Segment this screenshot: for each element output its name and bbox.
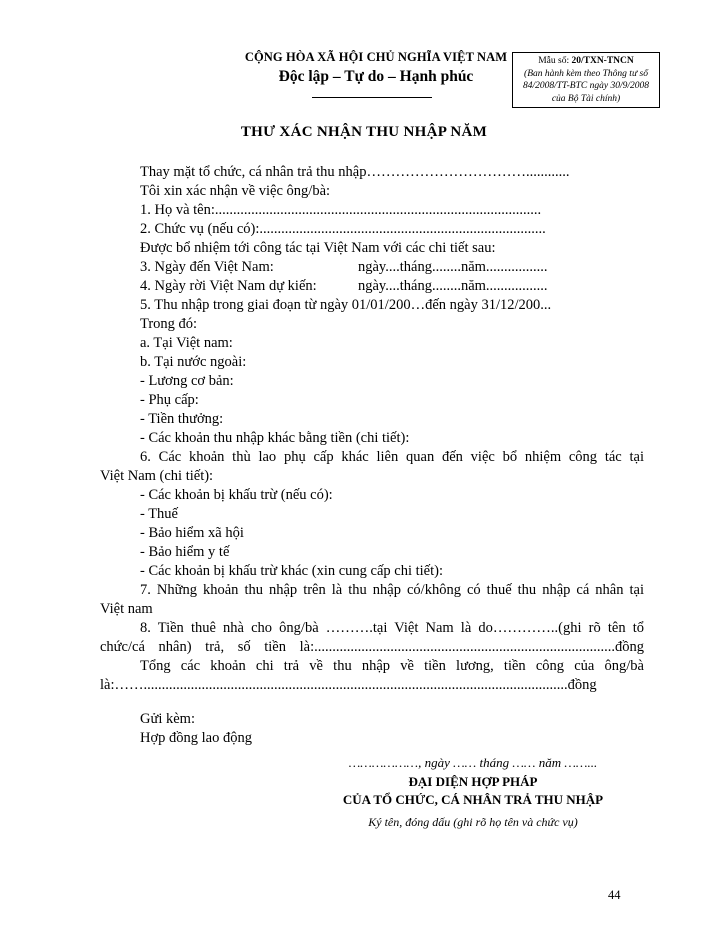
signature-note: Ký tên, đóng dấu (ghi rõ họ tên và chức vụ) (368, 815, 578, 829)
signature-role-line-2: CỦA TỔ CHỨC, CÁ NHÂN TRẢ THU NHẬP (342, 792, 604, 807)
signature-date-line: ………………, ngày …… tháng …… năm ……... (348, 755, 598, 770)
body-line-10: a. Tại Việt nam: (140, 335, 233, 351)
form-code-prefix: Mẫu số: (538, 56, 572, 66)
body-line-3: 1. Họ và tên:.......................................................................................... (140, 202, 542, 218)
body-line-14: - Tiền thưởng: (140, 411, 224, 427)
body-line-7-date: ngày....tháng........năm................. (358, 278, 548, 294)
body-line-24: Việt nam (100, 601, 153, 617)
form-code: 20/TXN-TNCN (571, 56, 634, 66)
body-line-25: 8. Tiền thuê nhà cho ông/bà ……….tại Việt Nam là do…………..(ghi rõ tên tổ (140, 620, 644, 636)
national-motto: Độc lập – Tự do – Hạnh phúc (278, 68, 474, 85)
attachment-label: Gửi kèm: (140, 711, 195, 727)
body-line-21: - Bảo hiểm y tế (140, 544, 230, 560)
form-code-line (513, 55, 659, 68)
body-line-12: - Lương cơ bản: (140, 373, 234, 389)
body-line-4: 2. Chức vụ (nếu có):............................................................................... (140, 221, 546, 237)
document-title: THƯ XÁC NHẬN THU NHẬP NĂM (240, 124, 488, 140)
national-title: CỘNG HÒA XÃ HỘI CHỦ NGHĨA VIỆT NAM (244, 50, 508, 64)
body-line-7-label: 4. Ngày rời Việt Nam dự kiến: (140, 278, 317, 294)
body-line-11: b. Tại nước ngoài: (140, 354, 247, 370)
body-line-28: là:…….....................................................................................................................đồng (100, 677, 597, 693)
body-line-13: - Phụ cấp: (140, 392, 199, 408)
body-line-17: Việt Nam (chi tiết): (100, 468, 214, 484)
body-line-16: 6. Các khoản thù lao phụ cấp khác liên quan đến việc bổ nhiệm công tác tại (140, 449, 644, 465)
body-line-1: Thay mặt tổ chức, cá nhân trả thu nhập……………………………............ (140, 164, 570, 180)
body-line-8: 5. Thu nhập trong giai đoạn từ ngày 01/01/200…đến ngày 31/12/200... (140, 297, 552, 313)
form-issued-line-2: 84/2008/TT-BTC ngày 30/9/2008 (523, 81, 649, 91)
page-number: 44 (608, 888, 621, 902)
body-line-2: Tôi xin xác nhận về việc ông/bà: (140, 183, 331, 199)
form-issued-line-3: của Bộ Tài chính) (551, 93, 621, 104)
body-line-27: Tổng các khoản chi trả về thu nhập về tiền lương, tiền công của ông/bà (140, 658, 644, 674)
body-line-20: - Bảo hiểm xã hội (140, 525, 244, 541)
body-line-22: - Các khoản bị khấu trừ khác (xin cung cấp chi tiết): (140, 563, 443, 579)
signature-role-line-1: ĐẠI DIỆN HỢP PHÁP (408, 774, 538, 789)
body-line-5: Được bổ nhiệm tới công tác tại Việt Nam với các chi tiết sau: (140, 240, 496, 256)
body-line-9: Trong đó: (140, 316, 198, 332)
body-line-15: - Các khoản thu nhập khác bằng tiền (chi tiết): (140, 430, 410, 446)
body-line-6-label: 3. Ngày đến Việt Nam: (140, 259, 274, 275)
form-issued-line-1: (Ban hành kèm theo Thông tư số (524, 68, 648, 79)
motto-underline (312, 97, 432, 98)
body-line-6-date: ngày....tháng........năm................. (358, 259, 548, 275)
attachment-item: Hợp đồng lao động (140, 730, 252, 746)
body-line-19: - Thuế (140, 506, 178, 522)
body-line-23: 7. Những khoản thu nhập trên là thu nhập có/không có thuế thu nhập cá nhân tại (140, 582, 644, 598)
body-line-26: chức/cá nhân) trả, số tiền là:...................................................................................đồng (100, 639, 644, 655)
form-code-box (512, 52, 660, 108)
body-line-18: - Các khoản bị khấu trừ (nếu có): (140, 487, 333, 503)
